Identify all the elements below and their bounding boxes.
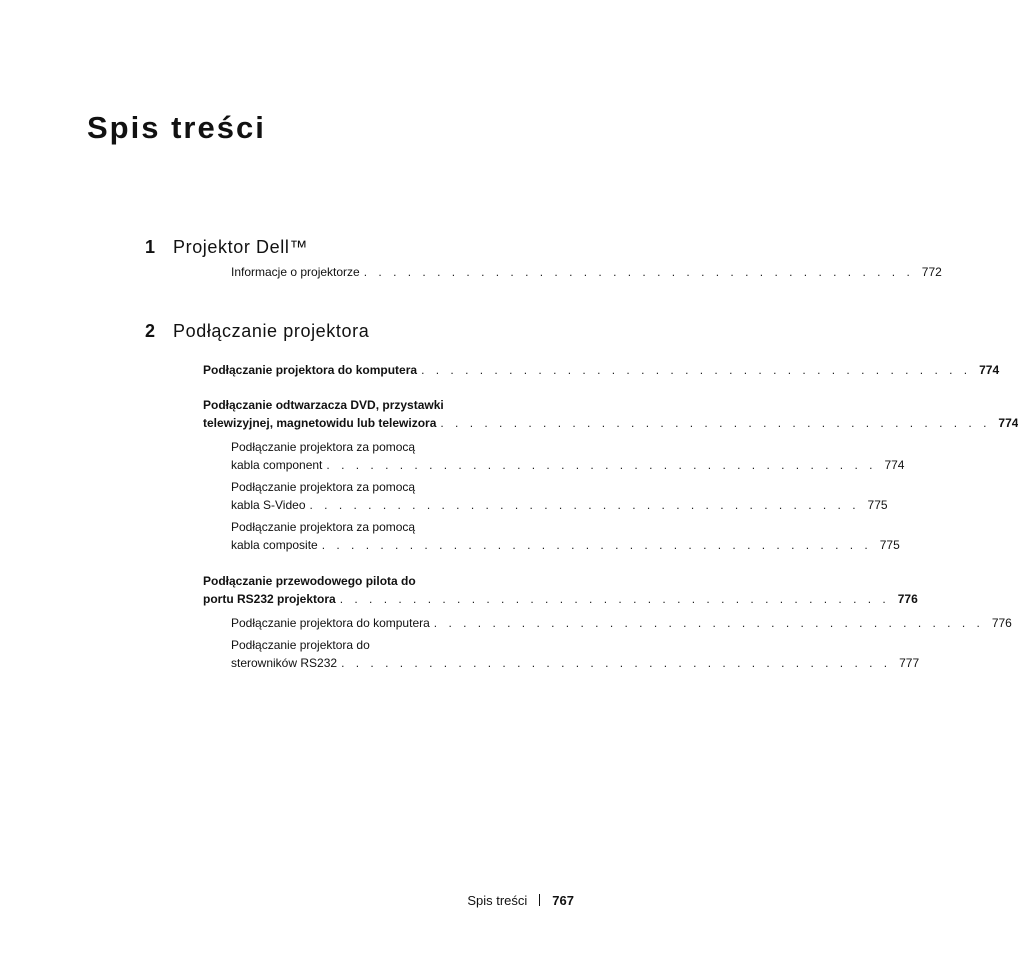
toc-entry-rs232-pilot[interactable] <box>203 572 918 608</box>
toc-entry-label: Podłączanie projektora za pomocą <box>231 520 416 534</box>
toc-page-number: 774 <box>998 416 1018 430</box>
toc-entry-label: Podłączanie projektora do <box>231 638 370 652</box>
footer-section: Spis treści <box>467 893 528 908</box>
dot-leader: . . . . . . . . . . . . . . . . . . . . . . . . . . . . . . . . . . . . . . <box>341 656 892 670</box>
toc-page-number: 775 <box>879 538 900 552</box>
toc-entry-dvd[interactable] <box>203 396 1018 432</box>
toc-entry-label: telewizyjnej, magnetowidu lub telewizora <box>203 416 437 430</box>
toc-page-number: 775 <box>867 498 888 512</box>
footer-page-number: 767 <box>552 893 574 908</box>
chapter-1-heading[interactable] <box>145 236 555 258</box>
toc-page-number: 772 <box>921 265 942 279</box>
toc-page-number: 776 <box>897 592 918 606</box>
dot-leader: . . . . . . . . . . . . . . . . . . . . . . . . . . . . . . . . . . . . . . <box>433 616 984 630</box>
toc-entry-sterowniki[interactable] <box>231 636 920 672</box>
chapter-2-heading[interactable] <box>145 320 555 342</box>
toc-page-number: 777 <box>899 656 920 670</box>
toc-entry-label: Podłączanie przewodowego pilota do <box>203 574 416 588</box>
chapter-title: Projektor Dell™ <box>173 237 309 257</box>
toc-entry-label: kabla S-Video <box>231 498 306 512</box>
footer-divider <box>539 894 540 906</box>
toc-entry-label: Podłączanie projektora do komputera <box>203 363 418 377</box>
page-footer <box>400 892 574 910</box>
chapter-title: Podłączanie projektora <box>173 321 370 341</box>
page-title: Spis treści <box>87 110 266 145</box>
toc-page-number: 774 <box>884 458 905 472</box>
chapter-number: 2 <box>145 321 156 341</box>
toc-entry-label: kabla component <box>231 458 323 472</box>
toc-entry-komputer-2[interactable] <box>231 614 1012 632</box>
dot-leader: . . . . . . . . . . . . . . . . . . . . . . . . . . . . . . . . . . . . . . <box>321 538 872 552</box>
toc-entry-label: Podłączanie projektora za pomocą <box>231 440 416 454</box>
dot-leader: . . . . . . . . . . . . . . . . . . . . . . . . . . . . . . . . . . . . . . <box>440 416 991 430</box>
toc-entry-label: Podłączanie projektora do komputera <box>231 616 430 630</box>
toc-entry-informacje[interactable] <box>231 263 942 281</box>
toc-entry-label: Podłączanie odtwarzacza DVD, przystawki <box>203 398 444 412</box>
toc-entry-label: kabla composite <box>231 538 318 552</box>
toc-entry-s-video[interactable] <box>231 478 888 514</box>
toc-page-number: 776 <box>991 616 1012 630</box>
dot-leader: . . . . . . . . . . . . . . . . . . . . . . . . . . . . . . . . . . . . . . <box>363 265 914 279</box>
chapter-number: 1 <box>145 237 156 257</box>
toc-page-number: 774 <box>979 363 1000 377</box>
toc-entry-component[interactable] <box>231 438 905 474</box>
toc-entry-label: portu RS232 projektora <box>203 592 336 606</box>
toc-entry-composite[interactable] <box>231 518 900 554</box>
dot-leader: . . . . . . . . . . . . . . . . . . . . . . . . . . . . . . . . . . . . . . <box>339 592 890 606</box>
toc-entry-label: Informacje o projektorze <box>231 265 360 279</box>
dot-leader: . . . . . . . . . . . . . . . . . . . . . . . . . . . . . . . . . . . . . . <box>326 458 877 472</box>
toc-entry-komputer[interactable] <box>203 361 1000 379</box>
dot-leader: . . . . . . . . . . . . . . . . . . . . . . . . . . . . . . . . . . . . . . <box>309 498 860 512</box>
toc-entry-label: Podłączanie projektora za pomocą <box>231 480 416 494</box>
dot-leader: . . . . . . . . . . . . . . . . . . . . . . . . . . . . . . . . . . . . . . <box>421 363 972 377</box>
toc-entry-label: sterowników RS232 <box>231 656 338 670</box>
